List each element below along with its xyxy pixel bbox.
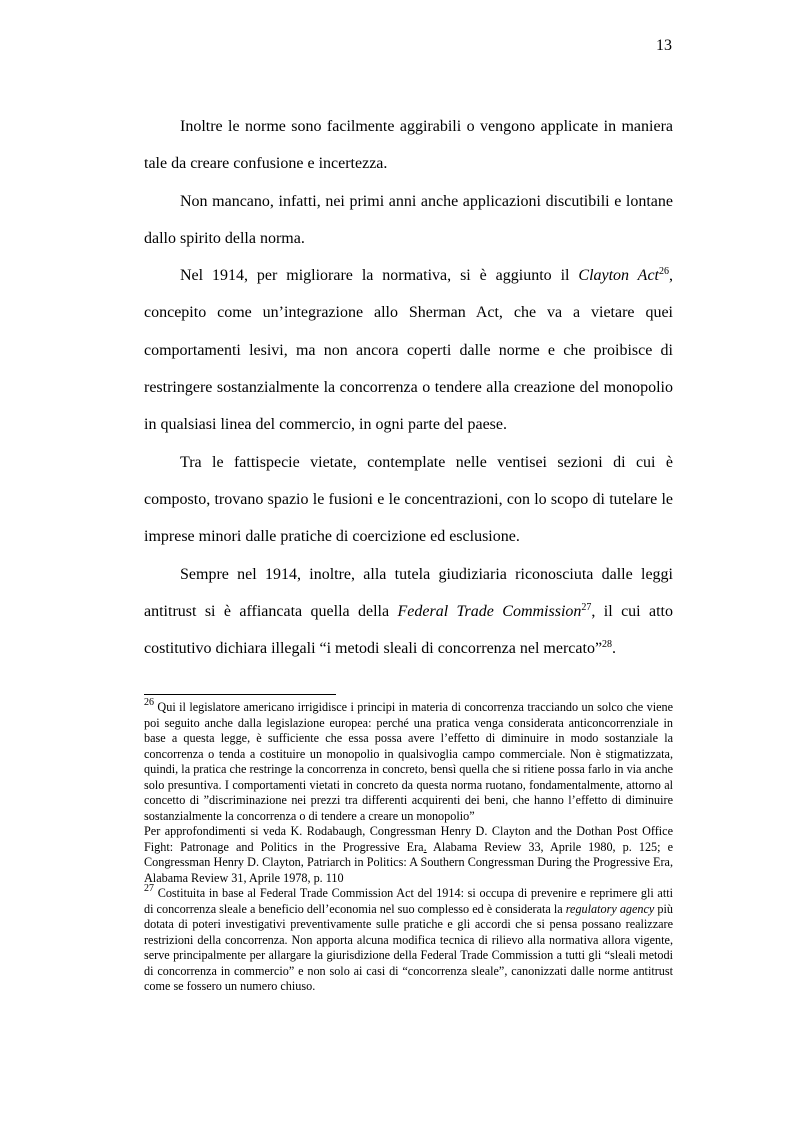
footnote-26-reference-b: Alabama Review 33, Aprile 1980, p. 125; e Congressman Henry D. Clayton, Patriarch in Politics: A Southern Congressman During the Progressive Era, Alabama Review 31, Aprile 1978, p. 110 <box>144 839 673 885</box>
footnote-separator <box>144 694 336 695</box>
footnote-27 <box>144 883 673 995</box>
footnote-marker-26: 26 <box>144 697 154 708</box>
footnotes <box>144 697 673 995</box>
paragraph-5-text-b: , il cui atto costitutivo dichiara illegali “i metodi sleali di concorrenza nel mercato” <box>144 602 673 658</box>
footnote-27-text-b: più dotata di poteri investigativi preventivamente sulle pratiche e gli accordi che si pensa possano realizzare restrizioni della concorrenza. Non apporta alcuna modifica tecnica di rilievo alla normativa allora vigente, serve principalmente per allargare la giurisdizione della Federal Trade Commission a tutti gli “sleali metodi di concorrenza in commercio” e non solo ai casi di “concorrenza sleale”, canonizzati dalle norme antitrust come se fossero un numero chiuso. <box>144 901 673 993</box>
footnote-26 <box>144 697 673 824</box>
ftc-title: Federal Trade Commission <box>397 602 582 620</box>
paragraph-5-text-c: . <box>612 640 617 658</box>
paragraph-5 <box>144 556 673 668</box>
paragraph-2: Non mancano, infatti, nei primi anni anche applicazioni discutibili e lontane dallo spirito della norma. <box>144 192 673 247</box>
footnote-ref-28: 28 <box>602 639 613 651</box>
paragraph-1: Inoltre le norme sono facilmente aggirabili o vengono applicate in maniera tale da creare confusione e incertezza. <box>144 118 673 173</box>
footnote-ref-26: 26 <box>659 266 669 278</box>
clayton-act-title: Clayton Act <box>578 267 659 285</box>
footnote-26-references <box>144 824 673 886</box>
paragraph-5-text-a: Sempre nel 1914, inoltre, alla tutela giudiziaria riconosciuta dalle leggi antitrust si è affiancata quella della <box>144 565 673 620</box>
footnote-marker-27: 27 <box>144 883 154 894</box>
regulatory-agency-term: regulatory agency <box>565 901 655 916</box>
paragraph-3-text-b: , concepito come un’integrazione allo Sherman Act, che va a vietare quei comportamenti lesivi, ma non ancora coperti dalle norme e che proibisce di restringere sostanzialmente la concorrenza o tendere alla creazione del monopolio in qualsiasi linea del commercio, in ogni parte del paese. <box>144 267 673 434</box>
footnote-26-underlined-dot: . <box>423 839 427 854</box>
footnote-26-reference-a: Per approfondimenti si veda K. Rodabaugh, Congressman Henry D. Clayton and the Dothan Post Office Fight: Patronage and Politics in the Progressive Era <box>144 824 673 854</box>
main-text <box>144 108 673 667</box>
footnote-27-text-a: Costituita in base al Federal Trade Commission Act del 1914: si occupa di prevenire e reprimere gli atti di concorrenza sleale a beneficio dell’economia nel suo complesso ed è considerata la <box>144 886 673 916</box>
paragraph-4: Tra le fattispecie vietate, contemplate nelle ventisei sezioni di cui è composto, trovano spazio le fusioni e le concentrazioni, con lo scopo di tutelare le imprese minori dalle pratiche di coercizione ed esclusione. <box>144 453 673 546</box>
footnote-26-text: Qui il legislatore americano irrigidisce i principi in materia di concorrenza tracciando un solco che viene poi seguito anche dalla legislazione europea: perché una pratica venga considerata anticoncorrenziale in base a questa legge, è sufficiente che essa possa avere l’effetto di diminuire in modo sostanziale la concorrenza o tenda a costituire un monopolio in qualsivoglia campo commerciale. Non è stigmatizzata, quindi, la pratica che restringe la concorrenza in concreto, bensì quella che si ritiene possa farlo in via anche solo presuntiva. I comportamenti vietati in concreto da questa norma ruotano, fondamentalmente, attorno al concetto di ”discriminazione nei prezzi tra differenti acquirenti dei beni, che hanno l’effetto di diminuire sostanzialmente la concorrenza o di tendere a creare un monopolio” <box>144 700 673 823</box>
page-number: 13 <box>656 37 672 54</box>
paragraph-3-text-a: Nel 1914, per migliorare la normativa, si è aggiunto il <box>180 267 579 285</box>
footnote-ref-27: 27 <box>581 601 592 613</box>
paragraph-3 <box>144 257 673 443</box>
